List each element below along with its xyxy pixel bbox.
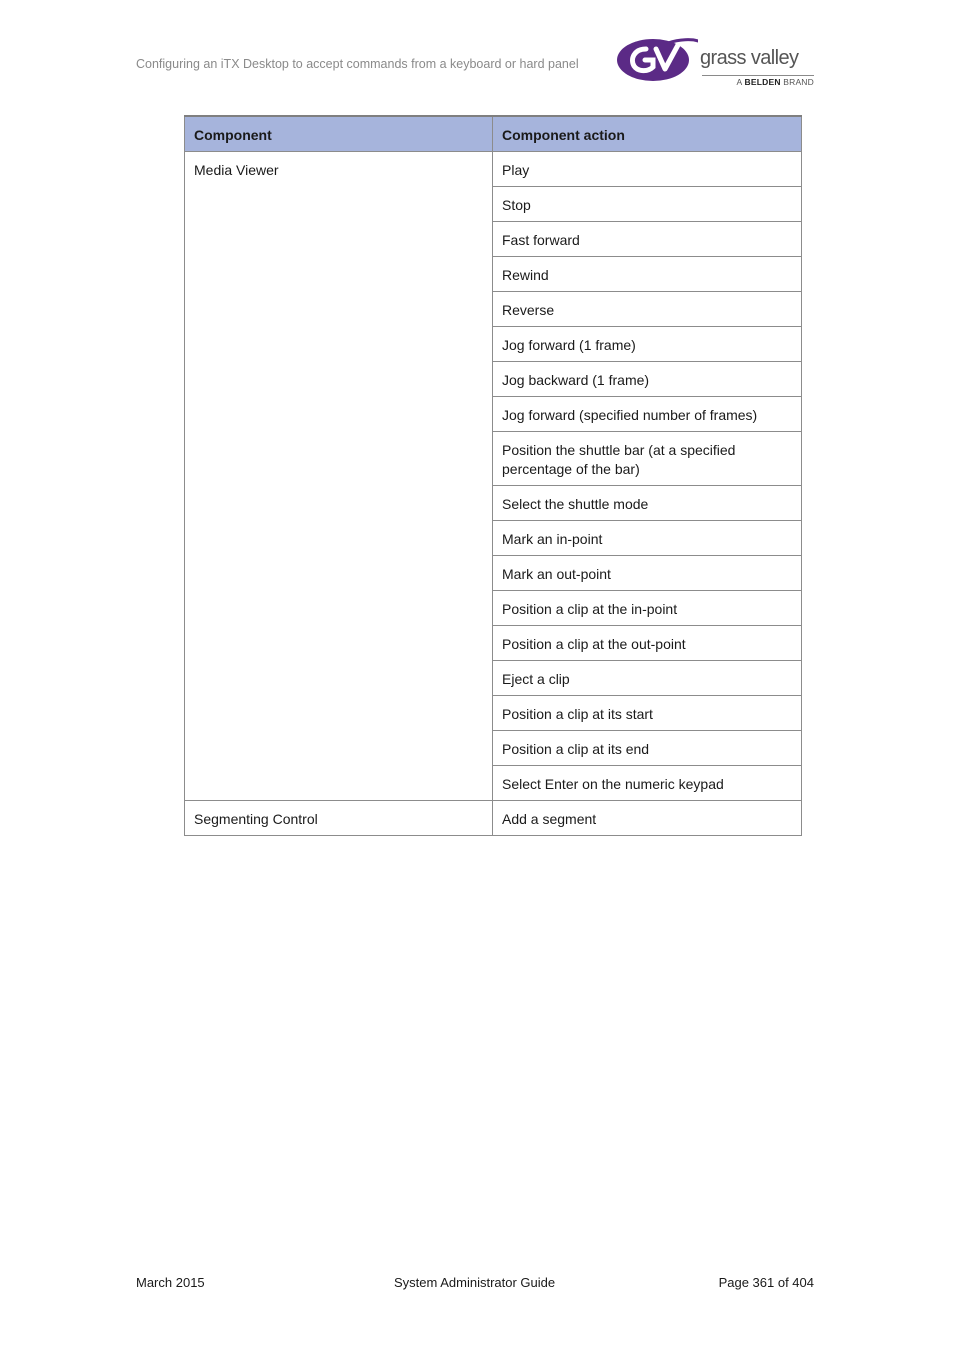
logo-divider — [702, 75, 814, 76]
component-cell: Media Viewer — [185, 152, 493, 801]
component-action-cell: Select Enter on the numeric keypad — [493, 766, 802, 801]
component-action-cell: Position a clip at its end — [493, 731, 802, 766]
component-action-cell: Jog backward (1 frame) — [493, 362, 802, 397]
component-action-cell: Eject a clip — [493, 661, 802, 696]
component-action-cell: Mark an out-point — [493, 556, 802, 591]
component-action-cell: Jog forward (1 frame) — [493, 327, 802, 362]
component-action-cell: Position a clip at its start — [493, 696, 802, 731]
grass-valley-emblem-icon — [616, 37, 698, 83]
component-action-cell: Fast forward — [493, 222, 802, 257]
footer-date: March 2015 — [136, 1275, 205, 1290]
component-action-cell: Reverse — [493, 292, 802, 327]
component-action-cell: Position a clip at the in-point — [493, 591, 802, 626]
component-action-cell: Stop — [493, 187, 802, 222]
column-header-component: Component — [185, 116, 493, 152]
logo-wordmark: grass valley — [700, 47, 799, 69]
grass-valley-logo — [616, 37, 816, 89]
table-row — [185, 152, 802, 187]
component-action-cell: Add a segment — [493, 801, 802, 836]
component-action-cell: Play — [493, 152, 802, 187]
component-action-cell: Mark an in-point — [493, 521, 802, 556]
component-action-cell: Jog forward (specified number of frames) — [493, 397, 802, 432]
logo-tag-prefix: A — [736, 77, 742, 87]
footer-page-number: Page 361 of 404 — [718, 1275, 814, 1290]
logo-tag-suffix: BRAND — [783, 77, 814, 87]
component-action-cell: Select the shuttle mode — [493, 486, 802, 521]
running-header: Configuring an iTX Desktop to accept commands from a keyboard or hard panel — [136, 57, 579, 71]
footer-doc-title: System Administrator Guide — [394, 1275, 556, 1290]
column-header-component-action: Component action — [493, 116, 802, 152]
table-header-row — [185, 116, 802, 152]
component-action-cell: Rewind — [493, 257, 802, 292]
component-cell: Segmenting Control — [185, 801, 493, 836]
component-action-cell: Position the shuttle bar (at a specified percentage of the bar) — [493, 432, 802, 486]
table-row — [185, 801, 802, 836]
logo-tag-brand: BELDEN — [744, 77, 781, 87]
logo-tagline — [737, 77, 814, 87]
component-action-cell: Position a clip at the out-point — [493, 626, 802, 661]
component-actions-table — [184, 115, 802, 836]
